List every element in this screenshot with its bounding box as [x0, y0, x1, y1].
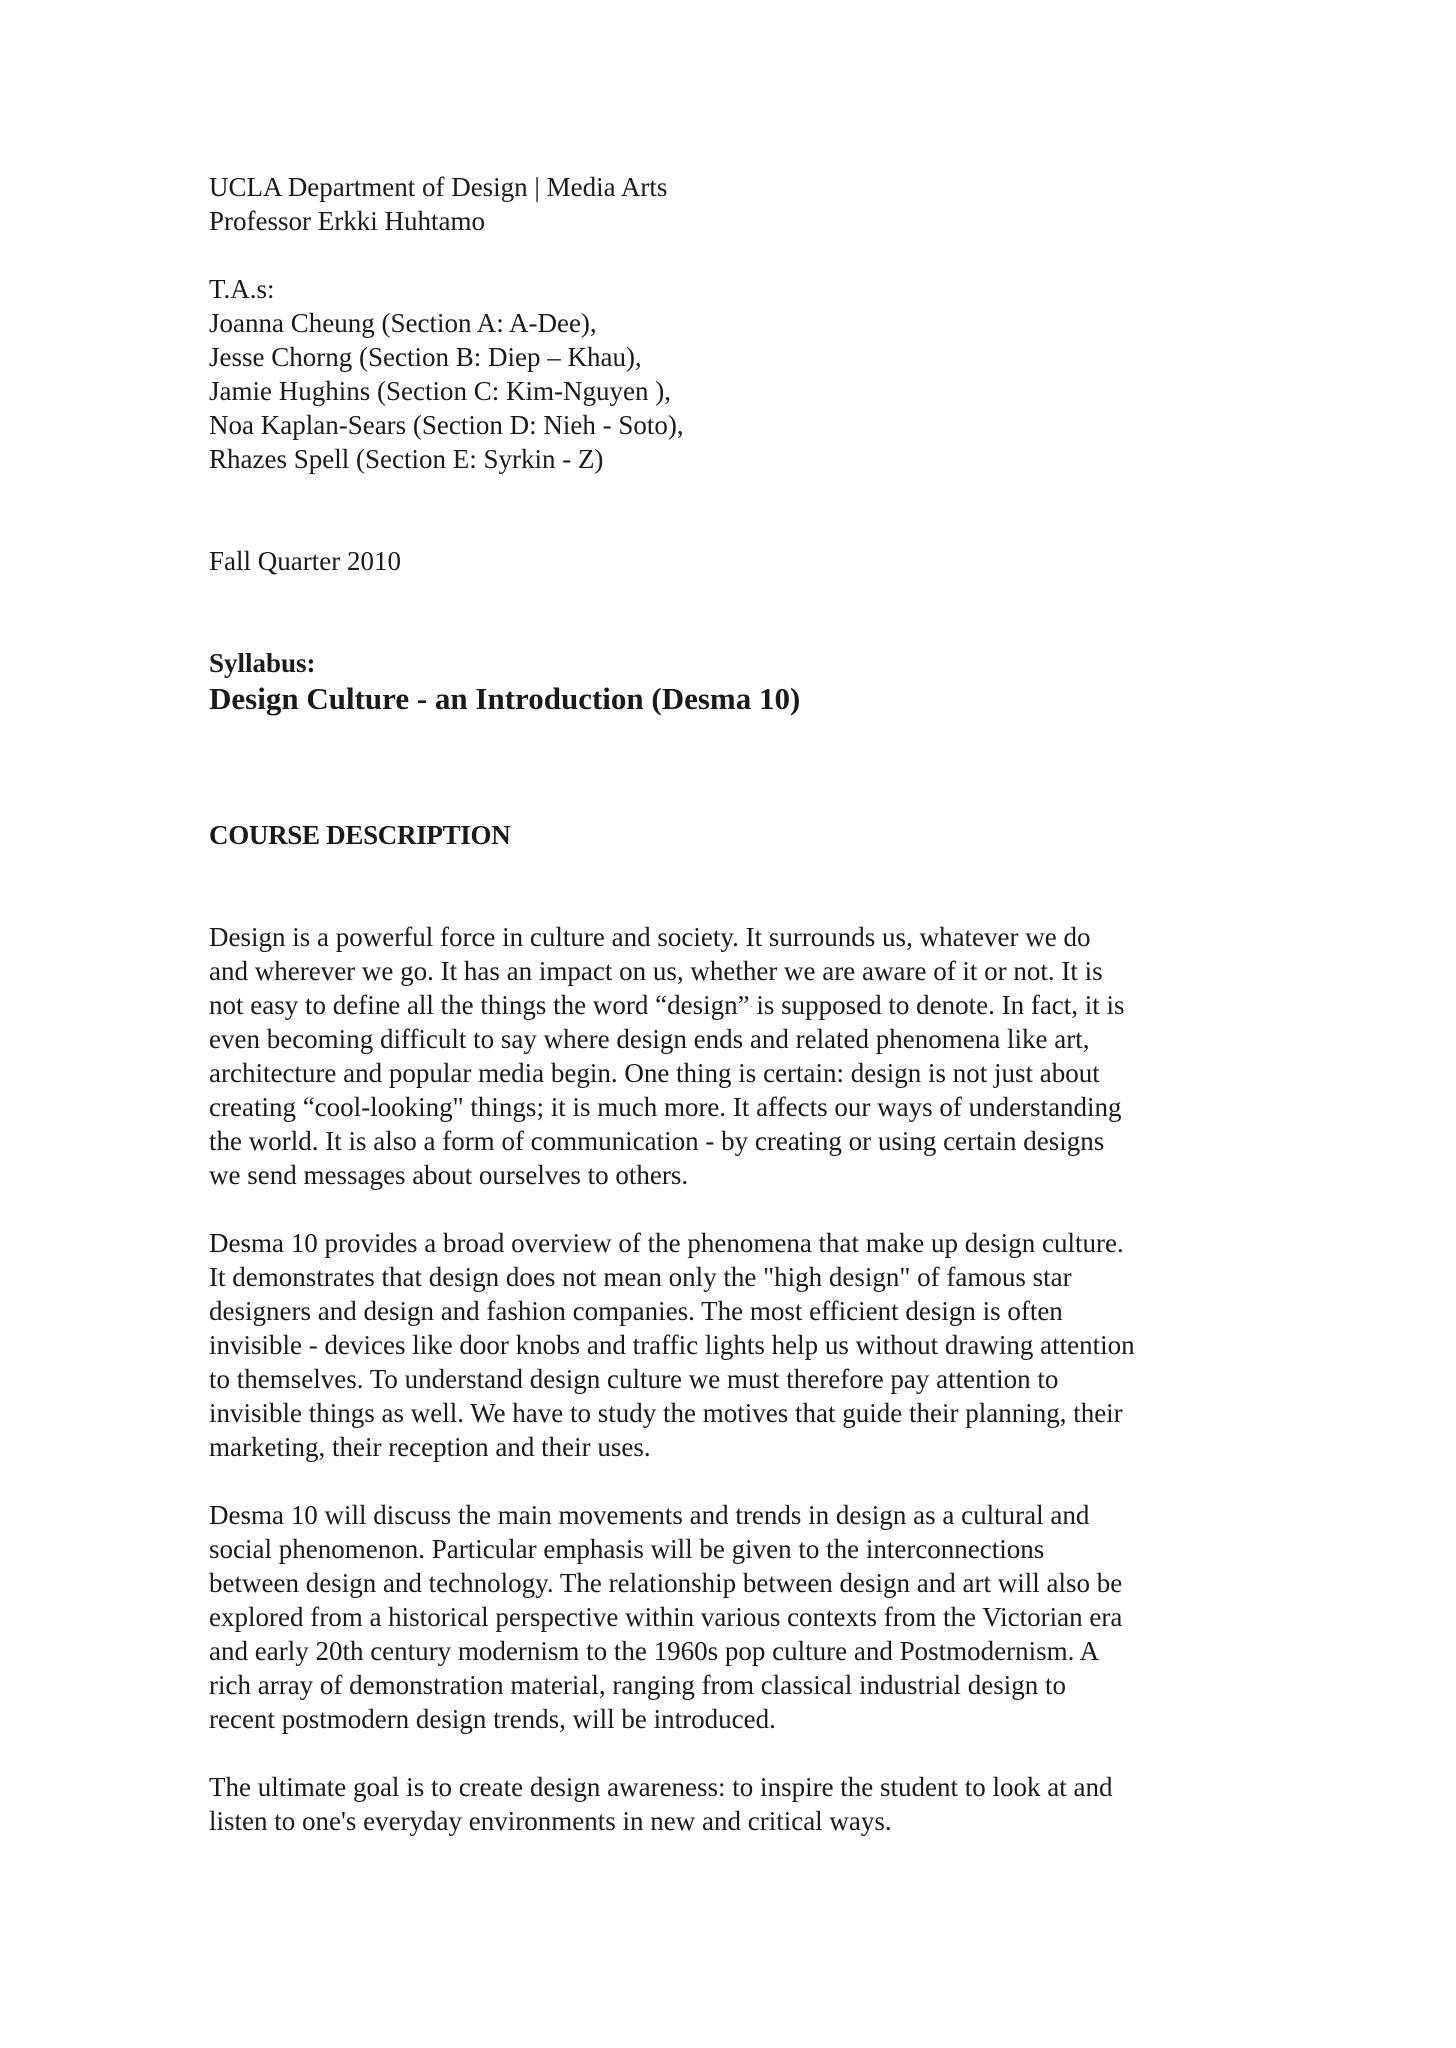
paragraph-line: invisible things as well. We have to study the motives that guide their planning, their [209, 1398, 1123, 1428]
paragraph-line: It demonstrates that design does not mean only the "high design" of famous star [209, 1262, 1072, 1292]
paragraph-line: Design is a powerful force in culture and society. It surrounds us, whatever we do [209, 922, 1091, 952]
professor-line: Professor Erkki Huhtamo [209, 206, 485, 236]
paragraph-line: Desma 10 provides a broad overview of the phenomena that make up design culture. [209, 1228, 1124, 1258]
paragraph-line: and early 20th century modernism to the 1960s pop culture and Postmodernism. A [209, 1636, 1100, 1666]
description-paragraph [209, 1226, 1269, 1464]
course-title: Design Culture - an Introduction (Desma 10) [209, 681, 801, 716]
ta-item: Joanna Cheung (Section A: A-Dee), [209, 308, 597, 338]
paragraph-line: to themselves. To understand design culture we must therefore pay attention to [209, 1364, 1059, 1394]
paragraph-line: listen to one's everyday environments in new and critical ways. [209, 1806, 892, 1836]
paragraph-line: even becoming difficult to say where design ends and related phenomena like art, [209, 1024, 1090, 1054]
paragraph-line: designers and design and fashion companies. The most efficient design is often [209, 1296, 1063, 1326]
description-paragraph [209, 920, 1269, 1192]
ta-label: T.A.s: [209, 274, 275, 304]
paragraph-line: and wherever we go. It has an impact on us, whether we are aware of it or not. It is [209, 956, 1103, 986]
term-line: Fall Quarter 2010 [209, 546, 401, 576]
paragraph-line: Desma 10 will discuss the main movements and trends in design as a cultural and [209, 1500, 1090, 1530]
description-paragraph [209, 1770, 1269, 1838]
page-content [209, 170, 1269, 1872]
paragraph-line: The ultimate goal is to create design awareness: to inspire the student to look at and [209, 1772, 1113, 1802]
course-description-body [209, 920, 1269, 1838]
header [209, 170, 1269, 238]
paragraph-line: social phenomenon. Particular emphasis will be given to the interconnections [209, 1534, 1045, 1564]
paragraph-line: architecture and popular media begin. One thing is certain: design is not just about [209, 1058, 1100, 1088]
paragraph-line: rich array of demonstration material, ranging from classical industrial design to [209, 1670, 1066, 1700]
ta-item: Rhazes Spell (Section E: Syrkin - Z) [209, 444, 604, 474]
paragraph-line: recent postmodern design trends, will be introduced. [209, 1704, 776, 1734]
paragraph-line: explored from a historical perspective within various contexts from the Victorian era [209, 1602, 1123, 1632]
ta-item: Jamie Hughins (Section C: Kim-Nguyen ), [209, 376, 671, 406]
ta-item: Noa Kaplan-Sears (Section D: Nieh - Soto), [209, 410, 684, 440]
ta-item: Jesse Chorng (Section B: Diep – Khau), [209, 342, 642, 372]
paragraph-line: marketing, their reception and their uses. [209, 1432, 651, 1462]
syllabus-label: Syllabus: [209, 648, 316, 678]
department-line: UCLA Department of Design | Media Arts [209, 172, 668, 202]
paragraph-line: invisible - devices like door knobs and traffic lights help us without drawing attention [209, 1330, 1135, 1360]
paragraph-line: between design and technology. The relationship between design and art will also be [209, 1568, 1123, 1598]
ta-list [209, 272, 1269, 476]
description-paragraph [209, 1498, 1269, 1736]
paragraph-line: we send messages about ourselves to others. [209, 1160, 689, 1190]
paragraph-line: not easy to define all the things the word “design” is supposed to denote. In fact, it is [209, 990, 1125, 1020]
paragraph-line: the world. It is also a form of communication - by creating or using certain designs [209, 1126, 1105, 1156]
course-description-heading: COURSE DESCRIPTION [209, 820, 511, 850]
paragraph-line: creating “cool-looking" things; it is much more. It affects our ways of understanding [209, 1092, 1122, 1122]
